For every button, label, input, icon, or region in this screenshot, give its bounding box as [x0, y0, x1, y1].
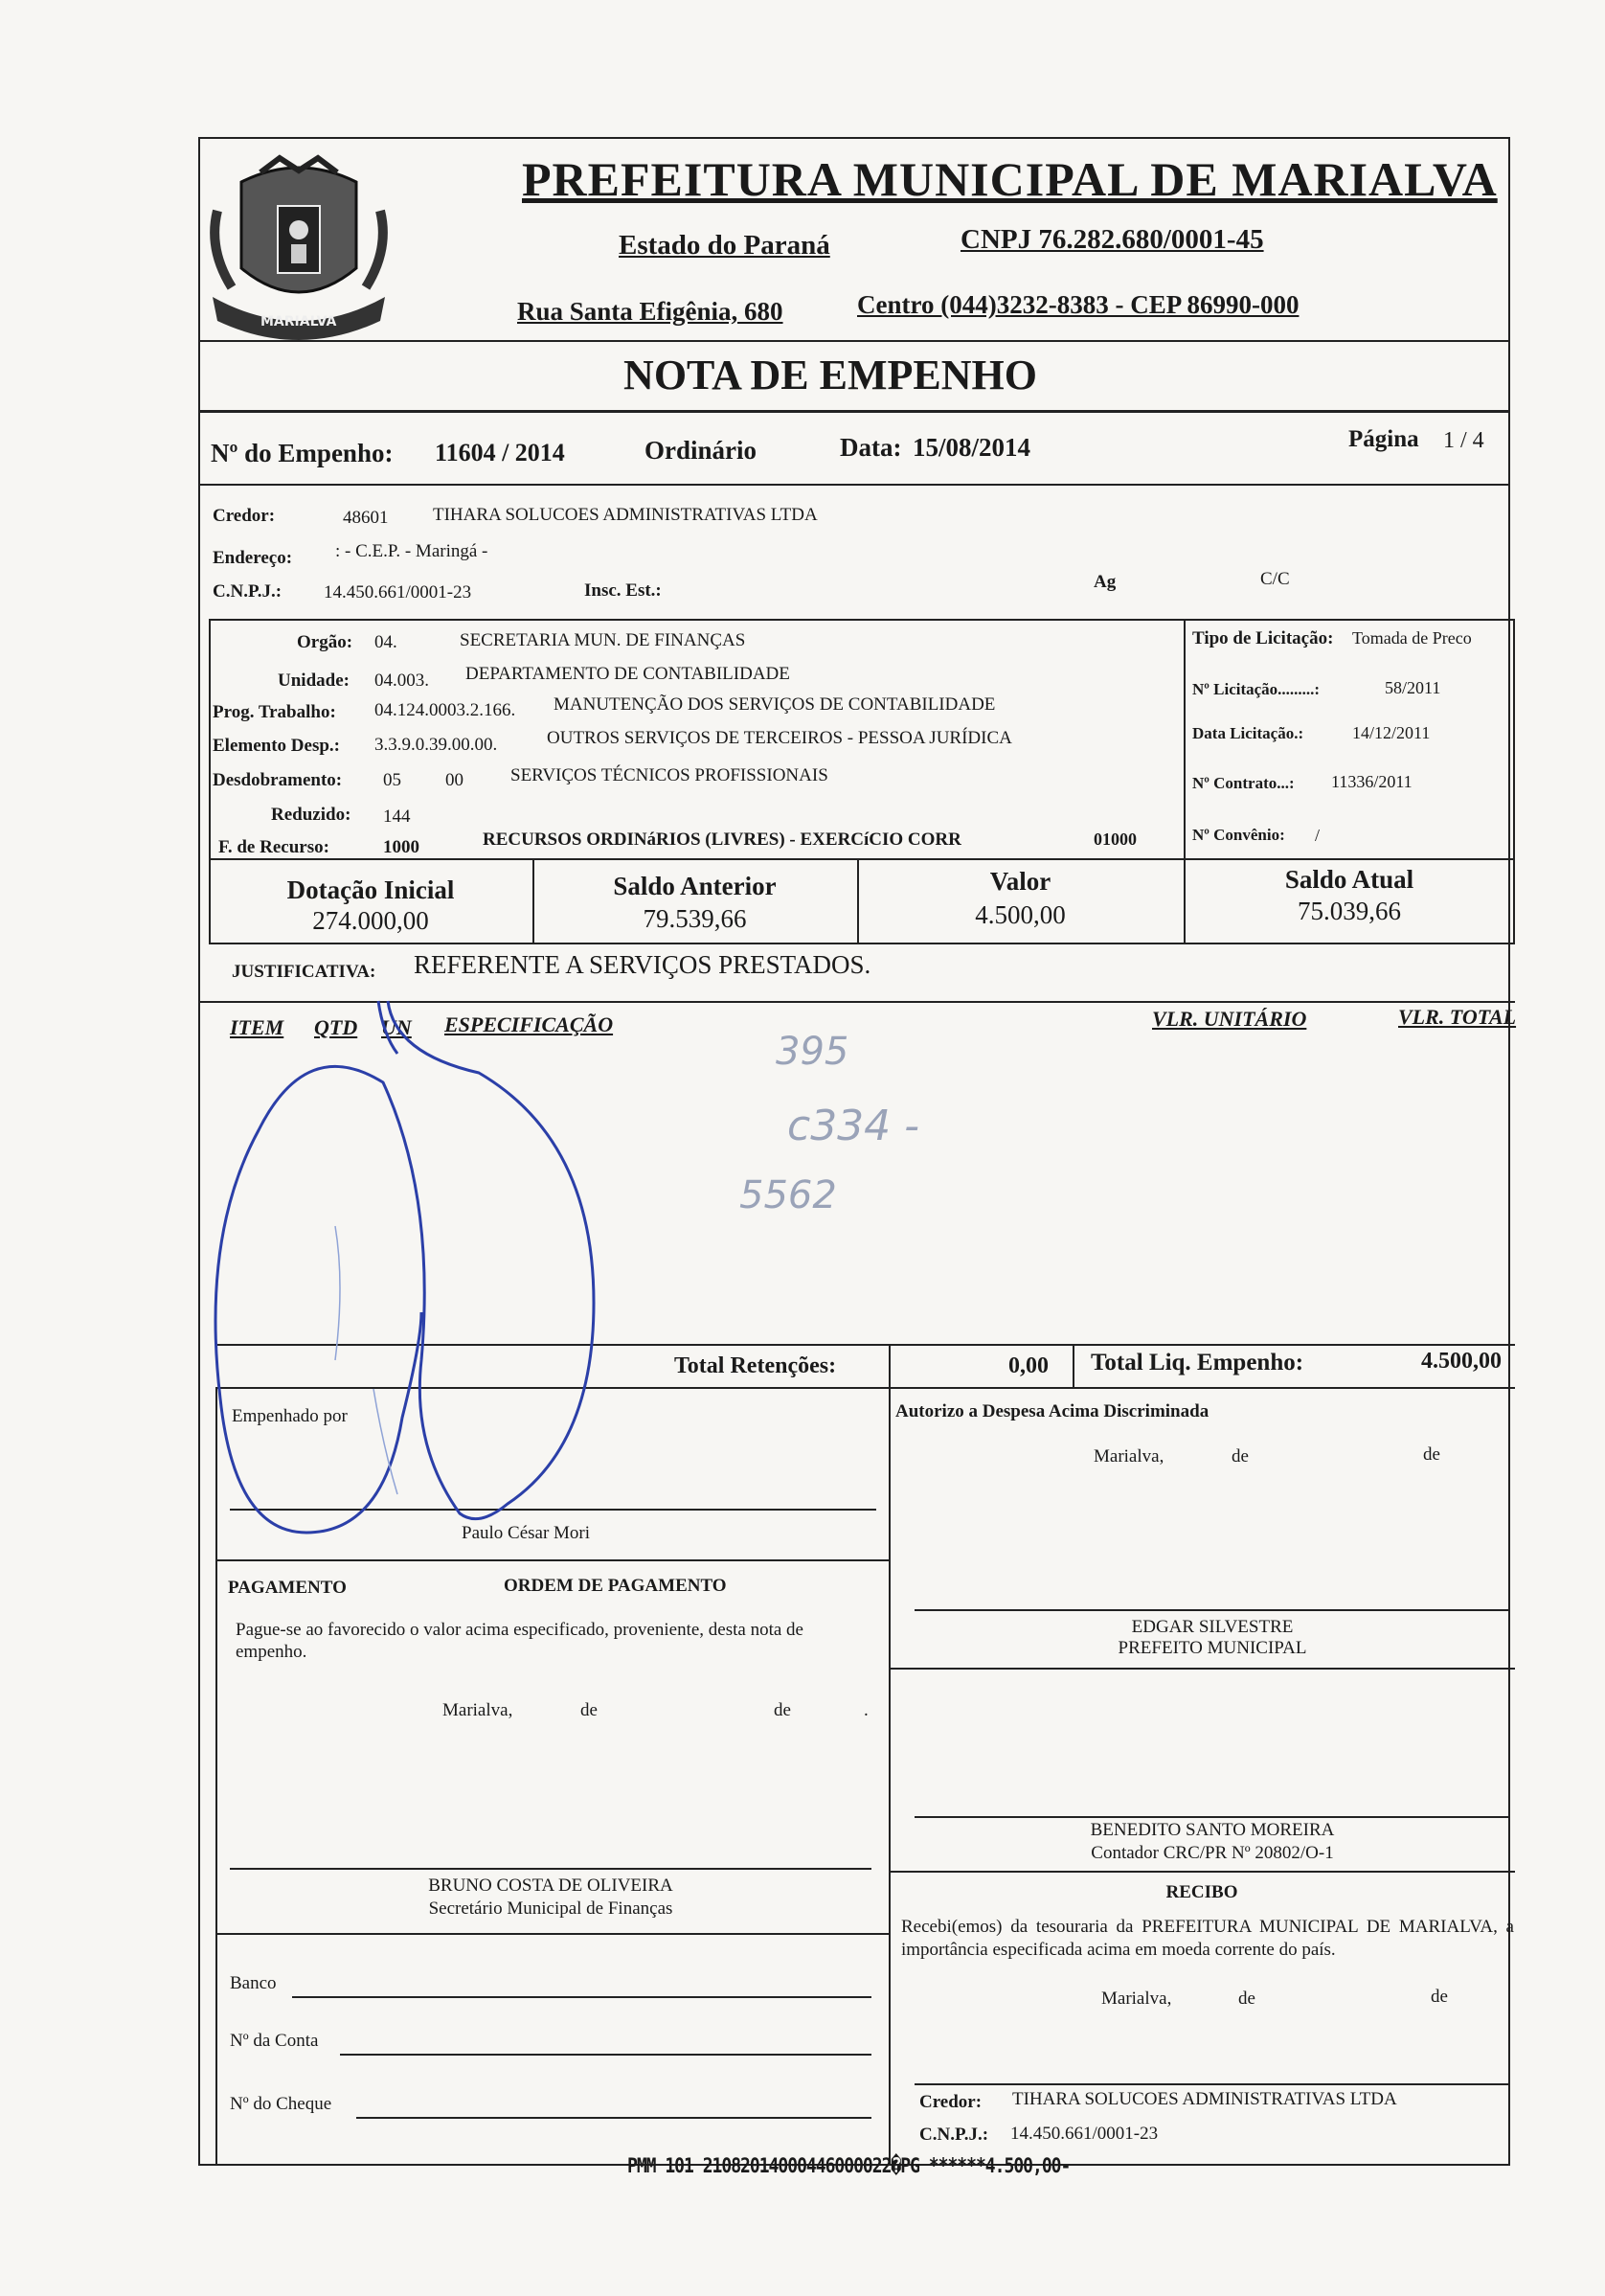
- divider: [198, 484, 1510, 486]
- unidade-name: DEPARTAMENTO DE CONTABILIDADE: [465, 664, 790, 684]
- divider: [198, 340, 1510, 342]
- divider: [889, 1387, 891, 2166]
- recibo-city: Marialva,: [1101, 1989, 1172, 2009]
- desdobramento-label: Desdobramento:: [213, 770, 343, 790]
- street-address: Rua Santa Efigênia, 680: [517, 297, 783, 326]
- autorizo-title: Autorizo a Despesa Acima Discriminada: [895, 1401, 1209, 1421]
- desdobramento-name: SERVIÇOS TÉCNICOS PROFISSIONAIS: [510, 765, 828, 785]
- pagamento-dot: .: [864, 1700, 869, 1720]
- handwritten-note-1: 395: [776, 1030, 849, 1074]
- footer-code: PMM 101 21082014000446000022�PG ******4.500,00-: [627, 2153, 1071, 2179]
- prog-trabalho-label: Prog. Trabalho:: [213, 702, 336, 722]
- contador-role: Contador CRC/PR Nº 20802/O-1: [1091, 1843, 1334, 1863]
- licitacao-num-label: Nº Licitação.........:: [1192, 680, 1321, 698]
- autorizo-de-1: de: [1232, 1446, 1249, 1466]
- divider: [209, 858, 1515, 860]
- address-label: Endereço:: [213, 548, 293, 568]
- pagamento-de-1: de: [580, 1700, 598, 1720]
- crest-banner-text: MARIALVA: [260, 314, 337, 330]
- saldo-atual-value: 75.039,66: [1298, 897, 1401, 925]
- credor-address: : - C.E.P. - Maringá -: [335, 541, 488, 561]
- unidade-label: Unidade:: [278, 671, 350, 691]
- insc-est-label: Insc. Est.:: [584, 580, 662, 601]
- recurso-code-2: 01000: [1094, 830, 1137, 849]
- col-vlr-unitario: VLR. UNITÁRIO: [1152, 1007, 1307, 1031]
- retencoes-label: Total Retenções:: [674, 1353, 837, 1378]
- divider: [198, 410, 1510, 413]
- saldo-anterior-value: 79.539,66: [643, 904, 747, 933]
- secretario-name: BRUNO COSTA DE OLIVEIRA: [428, 1875, 673, 1896]
- licitacao-tipo-label: Tipo de Licitação:: [1192, 628, 1334, 648]
- divider: [1073, 1344, 1074, 1387]
- handwritten-note-3: 5562: [739, 1173, 837, 1217]
- empenho-number-label: Nº do Empenho:: [211, 439, 394, 467]
- recurso-label: F. de Recurso:: [218, 837, 329, 857]
- ordem-pagamento-title: ORDEM DE PAGAMENTO: [504, 1576, 727, 1596]
- valor-value: 4.500,00: [975, 900, 1066, 929]
- saldo-anterior-label: Saldo Anterior: [613, 872, 777, 900]
- blue-ink-signature: [192, 996, 632, 1561]
- licitacao-tipo: Tomada de Preco: [1352, 628, 1472, 648]
- elemento-code: 3.3.9.0.39.00.00.: [374, 735, 498, 755]
- recibo-cnpj: 14.450.661/0001-23: [1010, 2124, 1159, 2144]
- licitacao-data: 14/12/2011: [1352, 723, 1431, 742]
- recibo-credor: TIHARA SOLUCOES ADMINISTRATIVAS LTDA: [1012, 2089, 1397, 2109]
- recibo-text: Recebi(emos) da tesouraria da PREFEITURA MUNICIPAL DE MARIALVA, a importância especificada acima em moeda corrente do país.: [901, 1917, 1514, 1960]
- contrato-label: Nº Contrato...:: [1192, 774, 1295, 792]
- elemento-name: OUTROS SERVIÇOS DE TERCEIROS - PESSOA JURÍDICA: [547, 728, 1012, 748]
- reduzido-label: Reduzido:: [271, 805, 351, 825]
- autorizo-de-2: de: [1423, 1444, 1440, 1465]
- divider: [889, 1871, 1515, 1873]
- contrato-value: 11336/2011: [1331, 772, 1413, 791]
- signature-line: [230, 1868, 871, 1870]
- pagamento-de-2: de: [774, 1700, 791, 1720]
- divider: [889, 1344, 891, 1387]
- desdobramento-subcode: 00: [445, 770, 463, 790]
- pagamento-city: Marialva,: [442, 1700, 513, 1720]
- recibo-de-1: de: [1238, 1989, 1255, 2009]
- recibo-credor-label: Credor:: [919, 2092, 983, 2112]
- licitacao-num: 58/2011: [1385, 678, 1441, 697]
- orgao-name: SECRETARIA MUN. DE FINANÇAS: [460, 630, 746, 650]
- col-vlr-total: VLR. TOTAL: [1398, 1005, 1517, 1029]
- orgao-label: Orgão:: [297, 632, 353, 652]
- recibo-title: RECIBO: [1165, 1882, 1238, 1902]
- orgao-code: 04.: [374, 632, 397, 652]
- divider: [1184, 619, 1186, 858]
- col-especificacao: ESPECIFICAÇÃO: [444, 1012, 614, 1036]
- state-name: Estado do Paraná: [619, 230, 830, 261]
- empenho-type: Ordinário: [644, 436, 757, 465]
- retencoes-value: 0,00: [1008, 1353, 1049, 1378]
- crest-logo: [203, 153, 395, 354]
- cheque-label: Nº do Cheque: [230, 2094, 332, 2114]
- page-number: 1 / 4: [1443, 428, 1484, 453]
- justificativa-text: REFERENTE A SERVIÇOS PRESTADOS.: [414, 950, 871, 979]
- prog-trabalho-name: MANUTENÇÃO DOS SERVIÇOS DE CONTABILIDADE: [554, 694, 996, 715]
- recurso-code: 1000: [383, 837, 419, 857]
- valor-label: Valor: [989, 867, 1051, 896]
- empenho-number: 11604 / 2014: [435, 439, 565, 466]
- dotacao-inicial-value: 274.000,00: [312, 906, 429, 935]
- page-title: PREFEITURA MUNICIPAL DE MARIALVA: [522, 152, 1498, 206]
- saldo-atual-label: Saldo Atual: [1284, 865, 1414, 894]
- empenhado-por-name: Paulo César Mori: [462, 1523, 591, 1543]
- credor-cnpj: 14.450.661/0001-23: [324, 582, 472, 602]
- recibo-de-2: de: [1431, 1987, 1448, 2007]
- licitacao-data-label: Data Licitação.:: [1192, 724, 1304, 742]
- credor-code: 48601: [343, 508, 389, 528]
- contador-name: BENEDITO SANTO MOREIRA: [1090, 1820, 1335, 1840]
- secretario-role: Secretário Municipal de Finanças: [428, 1898, 673, 1919]
- prog-trabalho-code: 04.124.0003.2.166.: [374, 700, 516, 720]
- pagamento-text: Pague-se ao favorecido o valor acima especificado, proveniente, desta nota de empenho.: [236, 1620, 803, 1662]
- address-contact: Centro (044)3232-8383 - CEP 86990-000: [857, 290, 1300, 319]
- credor-label: Credor:: [213, 506, 276, 526]
- cheque-field-line[interactable]: [356, 2117, 871, 2119]
- dotacao-inicial-label: Dotação Inicial: [286, 875, 455, 904]
- col-item: ITEM: [230, 1015, 284, 1039]
- liq-empenho-label: Total Liq. Empenho:: [1091, 1350, 1304, 1375]
- banco-label: Banco: [230, 1973, 277, 1993]
- date-label: Data:: [840, 433, 902, 462]
- liq-empenho-value: 4.500,00: [1421, 1349, 1502, 1374]
- cnpj-label: C.N.P.J.:: [213, 581, 283, 602]
- document-title: NOTA DE EMPENHO: [623, 352, 1037, 398]
- empenhado-por-label: Empenhado por: [232, 1406, 348, 1426]
- banco-field-line[interactable]: [292, 1996, 871, 1998]
- autorizo-city: Marialva,: [1094, 1446, 1164, 1466]
- account-label: C/C: [1260, 569, 1290, 589]
- elemento-label: Elemento Desp.:: [213, 736, 340, 756]
- conta-field-line[interactable]: [340, 2054, 871, 2056]
- prefeito-name: EDGAR SILVESTRE: [1131, 1617, 1294, 1637]
- signature-line: [915, 1816, 1510, 1818]
- convenio-label: Nº Convênio:: [1192, 826, 1285, 844]
- pagamento-label: PAGAMENTO: [228, 1578, 347, 1598]
- convenio-value: /: [1315, 826, 1321, 845]
- signature-line: [915, 2083, 1510, 2085]
- justificativa-label: JUSTIFICATIVA:: [232, 962, 376, 982]
- handwritten-note-2: c334 -: [787, 1102, 920, 1150]
- divider: [889, 1668, 1515, 1670]
- reduzido-value: 144: [383, 807, 411, 827]
- cnpj-header: CNPJ 76.282.680/0001-45: [961, 224, 1264, 255]
- desdobramento-code: 05: [383, 770, 401, 790]
- col-un: UN: [381, 1015, 412, 1039]
- divider: [215, 1933, 889, 1935]
- agency-label: Ag: [1094, 572, 1117, 592]
- credor-name: TIHARA SOLUCOES ADMINISTRATIVAS LTDA: [433, 505, 818, 525]
- recibo-cnpj-label: C.N.P.J.:: [919, 2125, 989, 2145]
- unidade-code: 04.003.: [374, 671, 429, 691]
- page-label: Página: [1348, 426, 1419, 452]
- prefeito-role: PREFEITO MUNICIPAL: [1118, 1638, 1307, 1658]
- recurso-name: RECURSOS ORDINáRIOS (LIVRES) - EXERCíCIO CORR: [483, 830, 961, 850]
- col-qtd: QTD: [314, 1015, 358, 1039]
- signature-line: [915, 1609, 1510, 1611]
- conta-label: Nº da Conta: [230, 2031, 319, 2051]
- date-value: 15/08/2014: [913, 433, 1031, 462]
